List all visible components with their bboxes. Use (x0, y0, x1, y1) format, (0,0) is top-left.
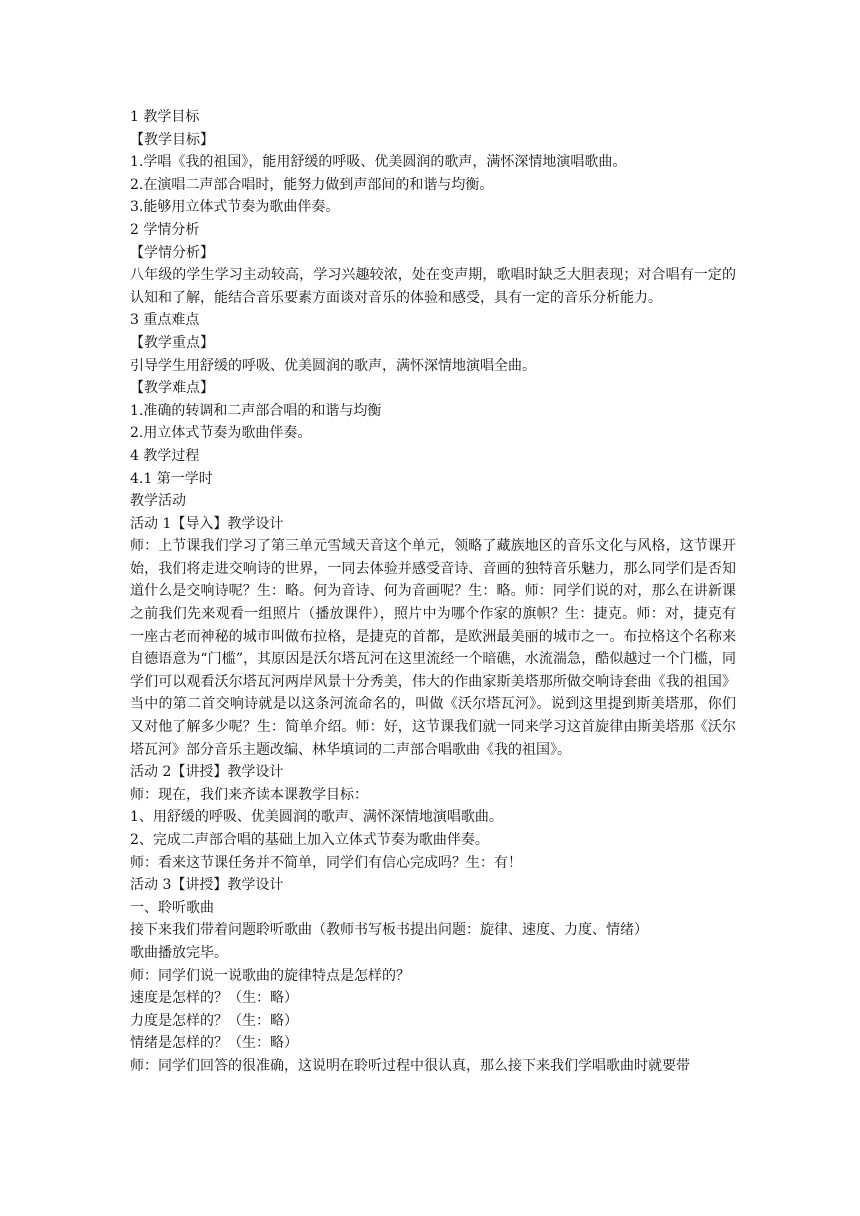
activity-3-heading: 活动 3【讲授】教学设计 (130, 877, 284, 894)
subheading-analysis: 【学情分析】 (130, 244, 214, 261)
activity-2-line-2: 1、用舒缓的呼吸、优美圆润的歌声、满怀深情地演唱歌曲。 (130, 809, 503, 826)
section-heading-analysis: 2 学情分析 (130, 221, 200, 238)
difficulty-item-1: 1.准确的转调和二声部合唱的和谐与均衡 (130, 402, 382, 419)
difficulty-item-2: 2.用立体式节奏为歌曲伴奏。 (130, 425, 312, 442)
section-heading-objectives: 1 教学目标 (130, 109, 200, 125)
activity-3-line-6: 情绪是怎样的？（生：略） (130, 1035, 298, 1052)
activity-3-line-7: 师：同学们回答的很准确，这说明在聆听过程中很认真，那么接下来我们学唱歌曲时就要带 (130, 1057, 690, 1074)
teaching-activities-label: 教学活动 (130, 493, 186, 510)
activity-1-heading: 活动 1【导入】教学设计 (130, 515, 284, 532)
activity-3-line-2: 歌曲播放完毕。 (130, 944, 228, 961)
document-page (130, 106, 736, 1078)
activity-1-paragraph: 师：上节课我们学习了第三单元雪域天音这个单元，领略了藏族地区的音乐文化与风格，这节课开始，我们将走进交响诗的世界，一同去体验并感受音诗、音画的独特音乐魅力，那么同学们是否知道什么是交响诗呢？生：略。何为音诗、何为音画呢？生：略。师：同学们说的对，那么在讲新课之前我们先来观看一组照片（播放课件），照片中为哪个作家的旗帜？生：捷克。师：对，捷克有一座古老而神秘的城市叫做布拉格，是捷克的首都，是欧洲最美丽的城市之一。布拉格这个名称来自德语意为“门槛”，其原因是沃尔塔瓦河在这里流经一个暗礁，水流湍急，酷似越过一个门槛，同学们可以观看沃尔塔瓦河两岸风景十分秀美，伟大的作曲家斯美塔那所做交响诗套曲《我的祖国》当中的第二首交响诗就是以这条河流命名的，叫做《沃尔塔瓦河》。说到这里提到斯美塔那，你们又对他了解多少呢？生：简单介绍。师：好，这节课我们就一同来学习这首旋律由斯美塔那《沃尔塔瓦河》部分音乐主题改编、林华填词的二声部合唱歌曲《我的祖国》。 (130, 538, 736, 758)
key-point-text: 引导学生用舒缓的呼吸、优美圆润的歌声，满怀深情地演唱全曲。 (130, 357, 536, 374)
activity-2-heading: 活动 2【讲授】教学设计 (130, 764, 284, 781)
activity-2-line-3: 2、完成二声部合唱的基础上加入立体式节奏为歌曲伴奏。 (130, 832, 489, 848)
objective-item-3: 3.能够用立体式节奏为歌曲伴奏。 (130, 199, 340, 216)
subheading-key-points: 【教学重点】 (130, 334, 214, 351)
subheading-difficulties: 【教学难点】 (130, 380, 214, 397)
activity-2-line-1: 师：现在，我们来齐读本课教学目标： (130, 786, 368, 803)
activity-3-line-3: 师：同学们说一说歌曲的旋律特点是怎样的？ (130, 967, 410, 984)
activity-3-line-4: 速度是怎样的？（生：略） (130, 990, 298, 1007)
objective-item-1: 1.学唱《我的祖国》，能用舒缓的呼吸、优美圆润的歌声，满怀深情地演唱歌曲。 (130, 154, 627, 171)
objective-item-2: 2.在演唱二声部合唱时，能努力做到声部间的和谐与均衡。 (130, 176, 494, 193)
activity-3-line-1: 接下来我们带着问题聆听歌曲（教师书写板书提出问题：旋律、速度、力度、情绪） (130, 922, 648, 939)
activity-3-step-heading: 一、聆听歌曲 (130, 899, 214, 916)
section-heading-key-points: 3 重点难点 (130, 312, 200, 329)
subsection-heading-lesson-1: 4.1 第一学时 (130, 470, 213, 487)
analysis-paragraph: 八年级的学生学习主动较高，学习兴趣较浓，处在变声期，歌唱时缺乏大胆表现；对合唱有一定的认知和了解，能结合音乐要素方面谈对音乐的体验和感受，具有一定的音乐分析能力。 (130, 267, 736, 306)
section-heading-process: 4 教学过程 (130, 447, 200, 464)
subheading-objectives: 【教学目标】 (130, 131, 214, 148)
activity-2-line-4: 师：看来这节课任务并不简单，同学们有信心完成吗？生：有！ (130, 854, 522, 871)
activity-3-line-5: 力度是怎样的？（生：略） (130, 1012, 298, 1029)
